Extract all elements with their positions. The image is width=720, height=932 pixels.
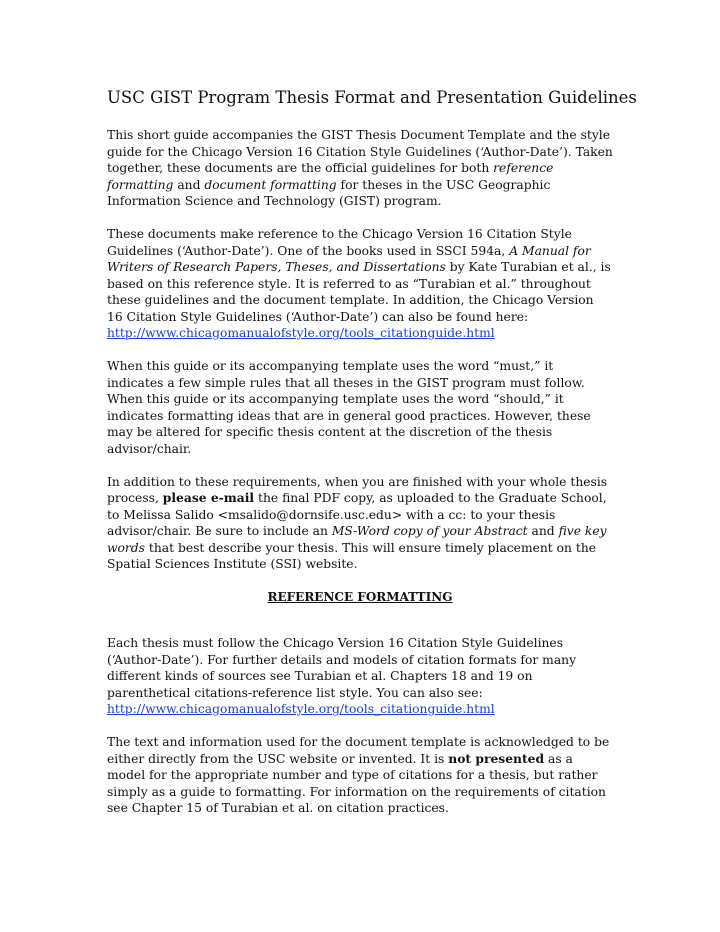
submission-emphasis-abstract: MS-Word copy of your Abstract: [331, 524, 528, 538]
reference-text-1: These documents make reference to the Chicago Version 16 Citation Style Guidelines (‘Author-Date’). One of the books used in SSCI 594a,: [107, 227, 572, 258]
intro-text-1: This short guide accompanies the GIST Thesis Document Template and the style guide for the Chicago Version 16 Citation Style Guidelines (‘Author-Date’). Taken together, these documents are the official guidelines for both: [107, 128, 613, 175]
submission-text-2: the final PDF copy, as uploaded to the Graduate School, to Melissa Salido <msalido@dornsife.usc.edu> with a cc: to your thesis advisor/chair. Be sure to include an: [107, 491, 607, 538]
intro-emphasis-reference: reference formatting: [107, 161, 554, 192]
submission-text-3: and: [527, 524, 559, 538]
intro-emphasis-document: document formatting: [204, 177, 337, 192]
intro-text-2: and: [173, 177, 205, 192]
submission-text-4: that best describe your thesis. This will ensure timely placement on the Spatial Sciences Institute (SSI) website.: [107, 540, 597, 571]
reference-paragraph: [107, 226, 613, 342]
document-page: [107, 85, 637, 833]
submission-text-1: In addition to these requirements, when you are finished with your whole thesis process,: [107, 474, 608, 505]
citation-text: Each thesis must follow the Chicago Version 16 Citation Style Guidelines (‘Author-Date’). For further details and models of citation formats for many different kinds of sources see Turabian et al. Chapters 18 and 19 on parenthetical citations-reference list style. You can also see:: [107, 636, 577, 700]
chicago-guide-link[interactable]: http://www.chicagomanualofstyle.org/tools_citationguide.html: [107, 326, 495, 340]
rules-paragraph: [107, 358, 613, 457]
template-text-2: as a model for the appropriate number and type of citations for a thesis, but rather simply as a guide to formatting. For information on the requirements of citation see Chapter 15 of Turabian et al. on citation practices.: [107, 751, 606, 815]
template-emphasis: not presented: [448, 750, 545, 766]
template-paragraph: [107, 734, 613, 817]
template-text-1: The text and information used for the document template is acknowledged to be either directly from the USC website or invented. It is: [107, 735, 610, 766]
book-title: A Manual for Writers of Research Papers, Theses, and Dissertations: [107, 243, 591, 274]
document-title: USC GIST Program Thesis Format and Presentation Guidelines: [107, 88, 637, 107]
citation-guide-link[interactable]: http://www.chicagomanualofstyle.org/tools_citationguide.html: [107, 702, 495, 716]
rules-text: When this guide or its accompanying template uses the word “must,” it indicates a few simple rules that all theses in the GIST program must follow. When this guide or its accompanying template uses the word “should,” it indicates formatting ideas that are in general good practices. However, these may be altered for specific thesis content at the discretion of the thesis advisor/chair.: [107, 359, 591, 456]
intro-paragraph: [107, 127, 613, 210]
reference-text-2: by Kate Turabian et al., is based on this reference style. It is referred to as “Turabian et al.” throughout these guidelines and the document template. In addition, the Chicago Version 16 Citation Style Guidelines (‘Author-Date’) can also be found here:: [107, 260, 611, 324]
intro-text-3: for theses in the USC Geographic Information Science and Technology (GIST) program.: [107, 177, 551, 208]
section-heading: REFERENCE FORMATTING: [267, 590, 453, 604]
submission-emphasis-email: please e-mail: [162, 490, 255, 505]
submission-emphasis-keywords: five key words: [107, 524, 607, 555]
citation-paragraph: [107, 635, 613, 718]
submission-paragraph: [107, 474, 613, 573]
